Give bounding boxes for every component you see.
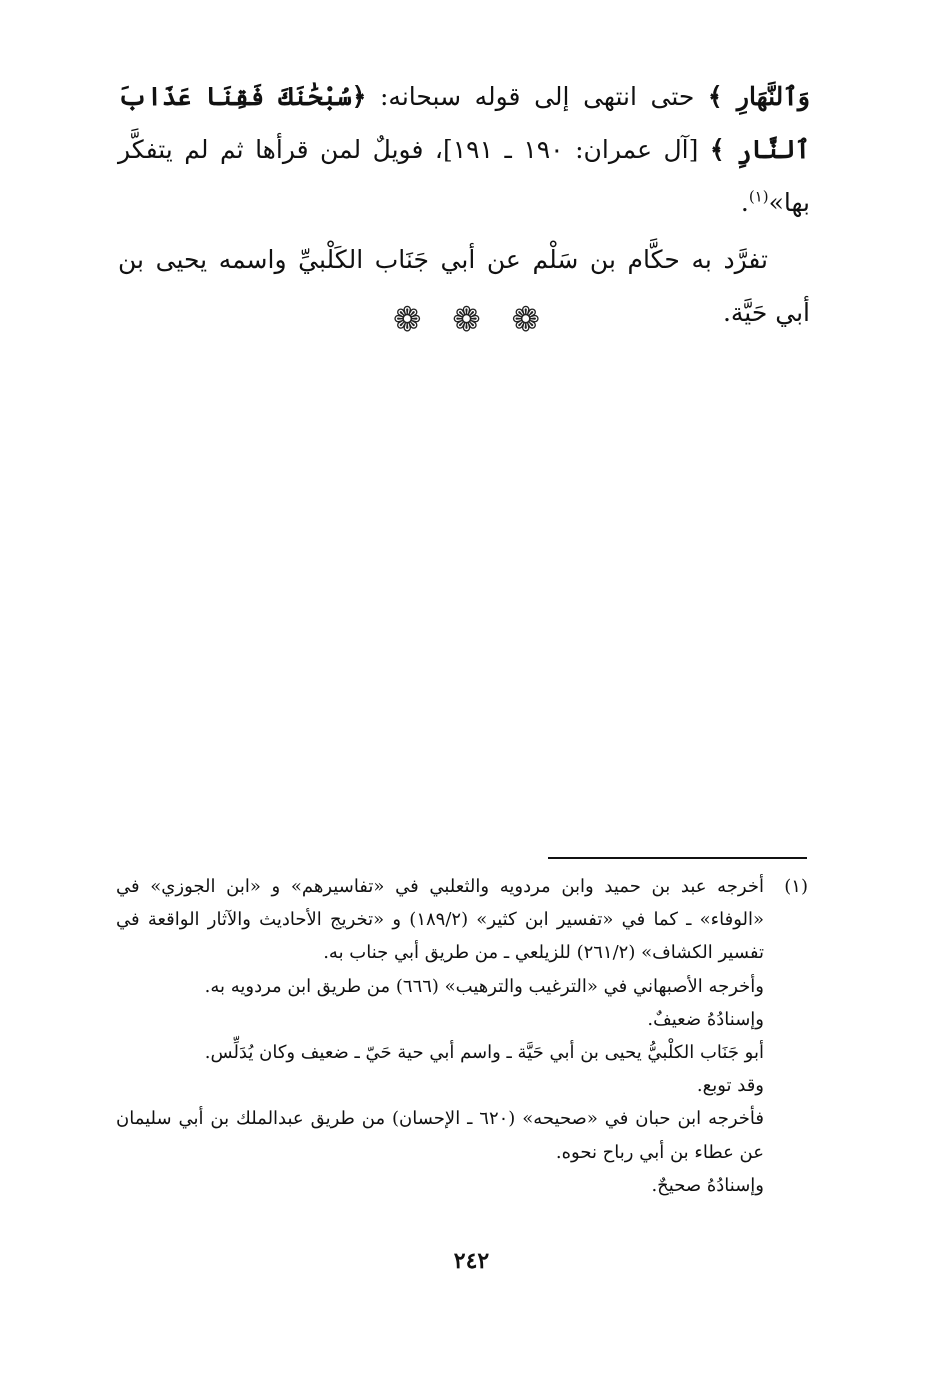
footnote-paragraph: أبو جَنَاب الكلْبيُّ يحيى بن أبي حَيَّة ـ واسم أبي حية حَيّ ـ ضعيف وكان يُدَلِّس. — [204, 1042, 764, 1064]
footnote-paragraph: فأخرجه ابن حبان في «صحيحه» (٦٢٠ ـ الإحسان) من طريق عبدالملك بن أبي سليمان عن عطاء بن أبي رباح نحوه. — [116, 1108, 764, 1163]
footnote-number: (١) — [784, 876, 808, 897]
page-number: ٢٤٢ — [453, 1248, 490, 1274]
main-text — [118, 70, 810, 339]
footnote-paragraph: وإسنادُهُ صحيحٌ. — [651, 1174, 764, 1196]
main-paragraph-2: تفرَّد به حكَّام بن سَلْم عن أبي جَنَاب الكَلْبيِّ واسمه يحيى بن أبي حَيَّة. — [118, 245, 810, 327]
main-paragraph-1 — [118, 70, 810, 229]
section-divider-ornaments: ❁ ❁ ❁ — [392, 300, 551, 340]
main-text-2: [آل عمران: ١٩٠ ـ ١٩١]، فويلٌ لمن قرأها ثم لم يتفكَّر بها» — [118, 135, 810, 217]
main-text-end: . — [740, 188, 749, 217]
footnote-paragraph: أخرجه عبد بن حميد وابن مردويه والثعلبي في «تفاسيرهم» و «ابن الجوزي» في «الوفاء» ـ كما في «تفسير ابن كثير» (١٨٩/٢) و «تخريج الأحاديث والآثار الواقعة في تفسير الكشاف» (٢٦١/٢) للزيلعي ـ من طريق أبي جناب به. — [116, 876, 764, 964]
footnote-paragraph: وقد توبع. — [696, 1075, 764, 1097]
footnote-body — [116, 870, 764, 1202]
footnote-separator — [548, 857, 807, 859]
quran-quote-2: ﴿سُبْحَٰنَكَ فَقِنَا عَذَابَ ٱلنَّارِ ﴾ — [118, 82, 810, 164]
footnote-reference[interactable]: (١) — [748, 187, 769, 206]
footnote-paragraph: وإسنادُهُ ضعيفٌ. — [647, 1008, 764, 1030]
main-text-1: حتى انتهى إلى قوله سبحانه: — [366, 82, 708, 111]
footnote-1 — [116, 870, 808, 1202]
quran-quote-1: وَٱلنَّهَارِ ﴾ — [707, 82, 810, 111]
footnotes — [116, 870, 808, 1202]
footnote-paragraph: وأخرجه الأصبهاني في «الترغيب والترهيب» (٦٦٦) من طريق ابن مردويه به. — [204, 975, 764, 997]
